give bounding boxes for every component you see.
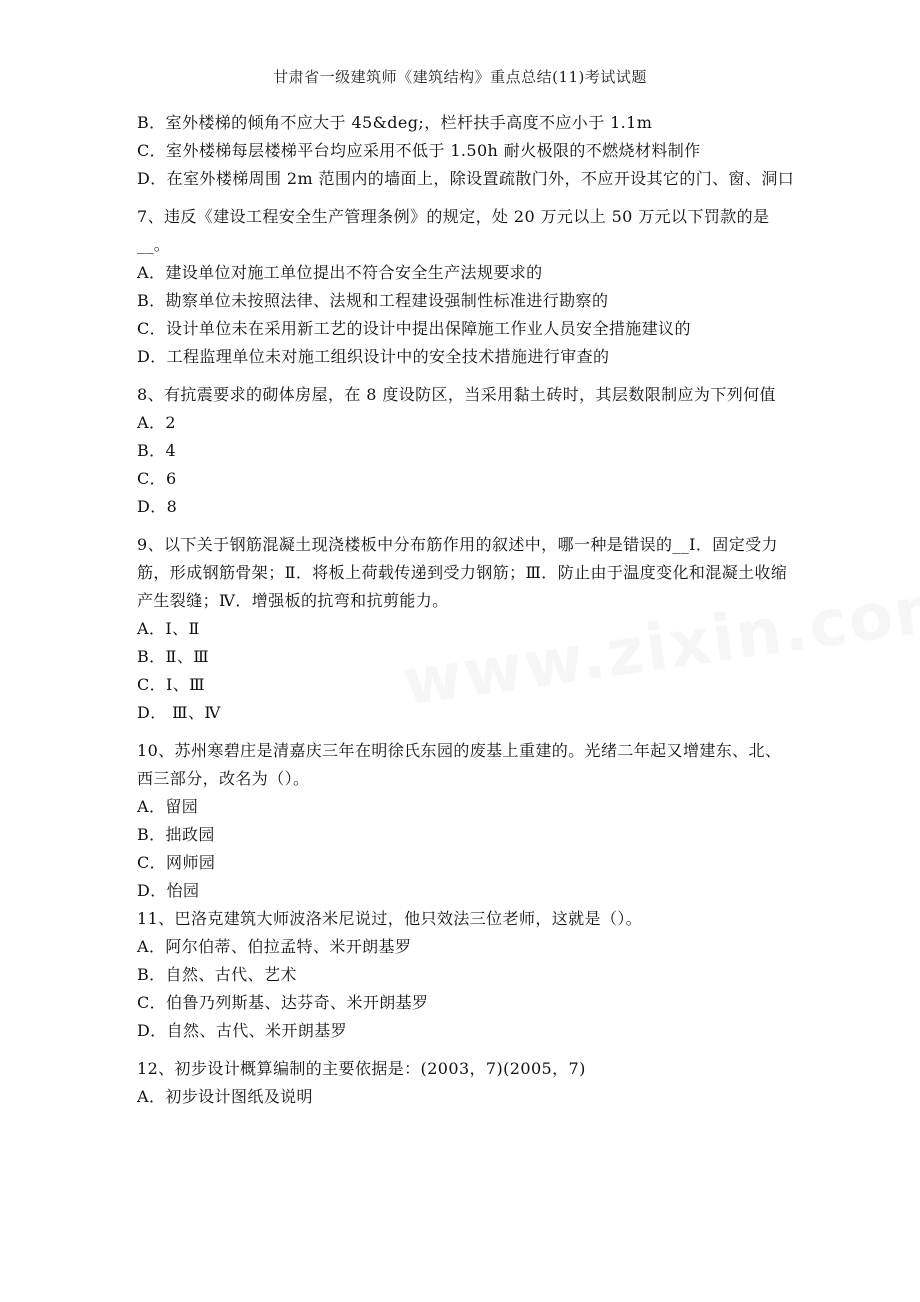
q6-option-b: B．室外楼梯的倾角不应大于 45&deg;，栏杆扶手高度不应小于 1.1m (137, 113, 653, 132)
q7-option-a: A．建设单位对施工单位提出不符合安全生产法规要求的 (137, 263, 543, 282)
q12-stem: 12、初步设计概算编制的主要依据是：(2003，7)(2005，7) (137, 1059, 586, 1078)
q10-option-a: A．留园 (137, 797, 199, 816)
q9-stem: 9、以下关于钢筋混凝土现浇楼板中分布筋作用的叙述中，哪一种是错误的__Ⅰ．固定受力筋，形成钢筋骨架；Ⅱ．将板上荷载传递到受力钢筋；Ⅲ．防止由于温度变化和混凝土收缩产生裂缝；Ⅳ．增强板的抗弯和抗剪能力。 (137, 535, 788, 610)
question-list (137, 109, 797, 1111)
q6-option-d: D．在室外楼梯周围 2m 范围内的墙面上，除设置疏散门外，不应开设其它的门、窗、洞口 (137, 169, 795, 188)
q11-stem: 11、巴洛克建筑大师波洛米尼说过，他只效法三位老师，这就是（）。 (137, 909, 643, 928)
q7-option-c: C．设计单位未在采用新工艺的设计中提出保障施工作业人员安全措施建议的 (137, 319, 691, 338)
q9-option-b: B．Ⅱ、Ⅲ (137, 647, 210, 666)
q7-stem: 7、违反《建设工程安全生产管理条例》的规定，处 20 万元以上 50 万元以下罚款的是__。 (137, 207, 770, 254)
question-11 (137, 905, 797, 1045)
q10-option-d: D．怡园 (137, 881, 200, 900)
q10-stem: 10、苏州寒碧庄是清嘉庆三年在明徐氏东园的废基上重建的。光绪二年起又增建东、北、西三部分，改名为（）。 (137, 741, 782, 788)
q8-stem: 8、有抗震要求的砌体房屋，在 8 度设防区，当采用黏土砖时，其层数限制应为下列何值 (137, 385, 776, 404)
q12-option-a: A．初步设计图纸及说明 (137, 1087, 313, 1106)
q6-option-c: C．室外楼梯每层楼梯平台均应采用不低于 1.50h 耐火极限的不燃烧材料制作 (137, 141, 701, 160)
q8-option-d: D．8 (137, 497, 178, 516)
q11-option-b: B．自然、古代、艺术 (137, 965, 297, 984)
question-9 (137, 531, 797, 727)
q8-option-b: B．4 (137, 441, 177, 460)
q7-option-d: D．工程监理单位未对施工组织设计中的安全技术措施进行审查的 (137, 347, 610, 366)
q11-option-c: C．伯鲁乃列斯基、达芬奇、米开朗基罗 (137, 993, 429, 1012)
question-8 (137, 381, 797, 521)
q8-option-c: C．6 (137, 469, 177, 488)
q8-option-a: A．2 (137, 413, 176, 432)
q10-option-c: C．网师园 (137, 853, 216, 872)
q11-option-d: D．自然、古代、米开朗基罗 (137, 1021, 348, 1040)
page-header-title: 甘肃省一级建筑师《建筑结构》重点总结(11)考试试题 (273, 68, 647, 86)
q9-option-a: A．Ⅰ、Ⅱ (137, 619, 200, 638)
q7-option-b: B．勘察单位未按照法律、法规和工程建设强制性标准进行勘察的 (137, 291, 609, 310)
q9-option-d: D． Ⅲ、Ⅳ (137, 703, 221, 722)
q10-option-b: B．拙政园 (137, 825, 215, 844)
question-12 (137, 1055, 797, 1111)
question-10 (137, 737, 797, 905)
q9-option-c: C．Ⅰ、Ⅲ (137, 675, 205, 694)
q11-option-a: A．阿尔伯蒂、伯拉孟特、米开朗基罗 (137, 937, 412, 956)
question-6-options (137, 109, 797, 193)
question-7 (137, 203, 797, 371)
